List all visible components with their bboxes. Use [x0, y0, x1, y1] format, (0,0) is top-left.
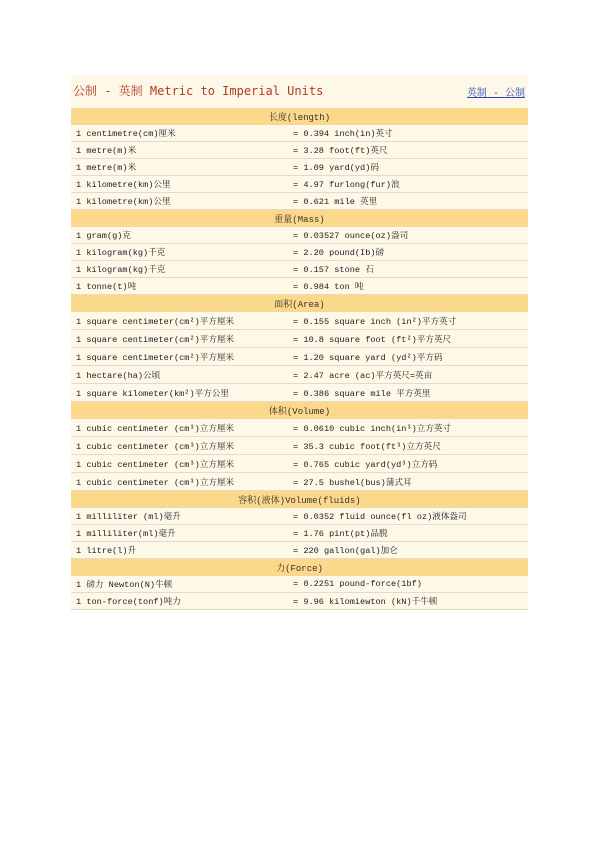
metric-unit-cell: 1 centimetre(cm)厘米: [71, 125, 293, 142]
table-row: [71, 576, 528, 593]
section-header: [71, 402, 528, 419]
section-heading: 长度(length): [71, 108, 528, 125]
section-heading: 体积(Volume): [71, 402, 528, 419]
imperial-equivalent-cell: = 2.20 pound(Ib)磅: [293, 244, 528, 261]
metric-unit-cell: 1 kilogram(kg)千克: [71, 244, 293, 261]
table-row: [71, 419, 528, 437]
table-row: [71, 384, 528, 402]
metric-unit-cell: 1 tonne(t)吨: [71, 278, 293, 295]
table-row: [71, 125, 528, 142]
section-header: [71, 491, 528, 508]
metric-unit-cell: 1 cubic centimeter (cm³)立方厘米: [71, 455, 293, 473]
metric-unit-cell: 1 hectare(ha)公顷: [71, 366, 293, 384]
imperial-equivalent-cell: = 0.03527 ounce(oz)盎司: [293, 227, 528, 244]
section-heading: 面积(Area): [71, 295, 528, 312]
imperial-equivalent-cell: = 0.621 mile 英里: [293, 193, 528, 210]
title-row: [71, 75, 528, 108]
section-header: [71, 295, 528, 312]
imperial-equivalent-cell: = 0.2251 pound-force(1bf): [293, 576, 528, 593]
imperial-equivalent-cell: = 0.386 square mile 平方英里: [293, 384, 528, 402]
page-title: 公制 - 英制 Metric to Imperial Units: [73, 84, 324, 98]
metric-unit-cell: 1 metre(m)米: [71, 142, 293, 159]
imperial-equivalent-cell: = 10.8 square foot (ft²)平方英尺: [293, 330, 528, 348]
metric-unit-cell: 1 磅力 Newton(N)牛顿: [71, 576, 293, 593]
conversion-panel: [71, 75, 528, 610]
table-row: [71, 508, 528, 525]
imperial-equivalent-cell: = 9.96 kilomiewton (kN)千牛顿: [293, 593, 528, 610]
table-row: [71, 193, 528, 210]
imperial-equivalent-cell: = 220 gallon(gal)加仑: [293, 542, 528, 559]
metric-unit-cell: 1 cubic centimeter (cm³)立方厘米: [71, 437, 293, 455]
metric-unit-cell: 1 litre(l)升: [71, 542, 293, 559]
table-row: [71, 542, 528, 559]
imperial-equivalent-cell: = 0.157 stone 石: [293, 261, 528, 278]
metric-unit-cell: 1 square centimeter(cm²)平方厘米: [71, 348, 293, 366]
metric-unit-cell: 1 cubic centimeter (cm³)立方厘米: [71, 473, 293, 491]
imperial-equivalent-cell: = 3.28 foot(ft)英尺: [293, 142, 528, 159]
imperial-equivalent-cell: = 1.09 yard(yd)码: [293, 159, 528, 176]
table-row: [71, 227, 528, 244]
imperial-equivalent-cell: = 0.0610 cubic inch(in³)立方英寸: [293, 419, 528, 437]
table-row: [71, 159, 528, 176]
imperial-equivalent-cell: = 0.0352 fluid ounce(fl oz)液体盎司: [293, 508, 528, 525]
metric-unit-cell: 1 milliliter(ml)毫升: [71, 525, 293, 542]
section-header: [71, 108, 528, 125]
imperial-equivalent-cell: = 0.765 cubic yard(yd³)立方码: [293, 455, 528, 473]
imperial-to-metric-link[interactable]: 英制 - 公制: [466, 88, 525, 99]
table-row: [71, 525, 528, 542]
table-row: [71, 330, 528, 348]
imperial-equivalent-cell: = 27.5 bushel(bus)蒲式耳: [293, 473, 528, 491]
imperial-equivalent-cell: = 35.3 cubic foot(ft³)立方英尺: [293, 437, 528, 455]
metric-unit-cell: 1 square centimeter(cm²)平方厘米: [71, 330, 293, 348]
imperial-equivalent-cell: = 1.76 pint(pt)品脱: [293, 525, 528, 542]
section-heading: 重量(Mass): [71, 210, 528, 227]
table-row: [71, 176, 528, 193]
section-heading: 力(Force): [71, 559, 528, 576]
metric-unit-cell: 1 milliliter (ml)毫升: [71, 508, 293, 525]
imperial-equivalent-cell: = 2.47 acre (ac)平方英尺=英亩: [293, 366, 528, 384]
metric-unit-cell: 1 gram(g)克: [71, 227, 293, 244]
table-row: [71, 261, 528, 278]
imperial-equivalent-cell: = 0.394 inch(in)英寸: [293, 125, 528, 142]
imperial-equivalent-cell: = 1.20 square yard (yd²)平方码: [293, 348, 528, 366]
table-row: [71, 455, 528, 473]
metric-unit-cell: 1 square kilometer(km²)平方公里: [71, 384, 293, 402]
section-header: [71, 210, 528, 227]
table-row: [71, 142, 528, 159]
table-row: [71, 366, 528, 384]
section-header: [71, 559, 528, 576]
metric-unit-cell: 1 kilogram(kg)千克: [71, 261, 293, 278]
conversion-table: [71, 108, 528, 610]
metric-unit-cell: 1 kilometre(km)公里: [71, 176, 293, 193]
table-row: [71, 473, 528, 491]
imperial-equivalent-cell: = 0.155 square inch (in²)平方英寸: [293, 312, 528, 330]
imperial-equivalent-cell: = 4.97 furlong(fur)浪: [293, 176, 528, 193]
section-heading: 容积(液体)Volume(fluids): [71, 491, 528, 508]
metric-unit-cell: 1 kilometre(km)公里: [71, 193, 293, 210]
metric-unit-cell: 1 cubic centimeter (cm³)立方厘米: [71, 419, 293, 437]
table-row: [71, 278, 528, 295]
table-row: [71, 348, 528, 366]
table-row: [71, 244, 528, 261]
table-row: [71, 312, 528, 330]
imperial-equivalent-cell: = 0.984 ton 吨: [293, 278, 528, 295]
metric-unit-cell: 1 ton-force(tonf)吨力: [71, 593, 293, 610]
table-row: [71, 437, 528, 455]
metric-unit-cell: 1 metre(m)米: [71, 159, 293, 176]
table-row: [71, 593, 528, 610]
metric-unit-cell: 1 square centimeter(cm²)平方厘米: [71, 312, 293, 330]
